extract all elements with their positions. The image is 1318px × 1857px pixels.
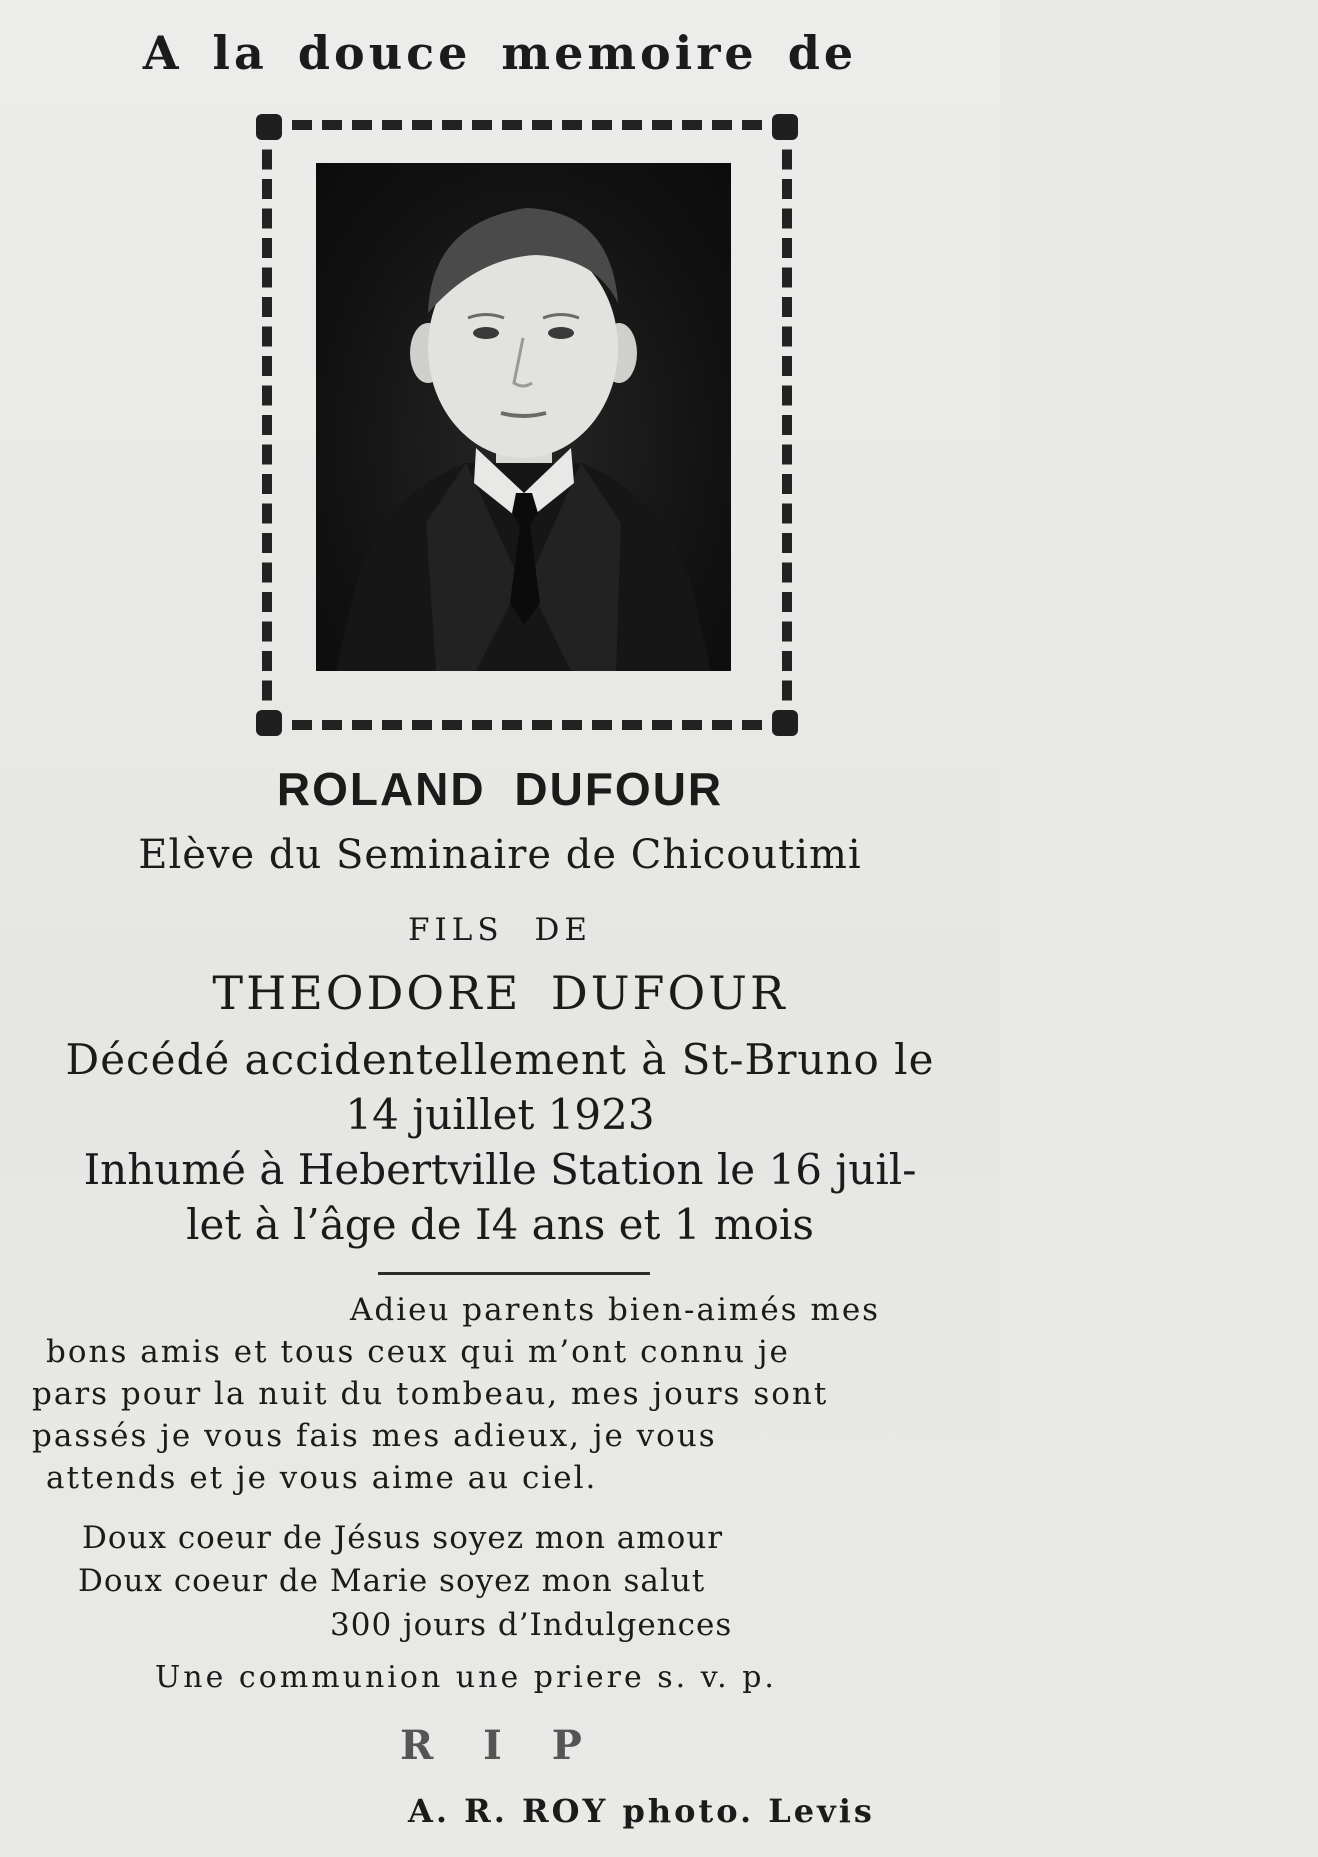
indulgences: 300 jours d’Indulgences <box>330 1607 733 1643</box>
boy-portrait-icon <box>316 163 731 671</box>
photographer-credit: A. R. ROY photo. Levis <box>408 1792 875 1830</box>
communion-request: Une communion une priere s. v. p. <box>155 1660 777 1695</box>
father-name: THEODORE DUFOUR <box>212 966 788 1020</box>
deceased-name: ROLAND DUFOUR <box>276 763 724 815</box>
poem-line: attends et je vous aime au ciel. <box>46 1460 598 1496</box>
poem-line: passés je vous fais mes adieux, je vous <box>32 1418 717 1454</box>
rip-mark: R I P <box>400 1722 600 1769</box>
frame-corner-ornament <box>772 114 798 140</box>
fils-de-label: FILS DE <box>408 912 592 948</box>
prayer-jesus: Doux coeur de Jésus soyez mon amour <box>82 1520 724 1556</box>
poem-line: pars pour la nuit du tombeau, mes jours sont <box>32 1376 829 1412</box>
frame-corner-ornament <box>772 710 798 736</box>
death-line-1: Décédé accidentellement à St-Bruno le <box>65 1035 935 1084</box>
poem-line: Adieu parents bien-aimés mes <box>350 1292 881 1328</box>
prayer-marie: Doux coeur de Marie soyez mon salut <box>78 1563 706 1599</box>
divider <box>378 1272 650 1275</box>
frame-corner-ornament <box>256 710 282 736</box>
heading: A la douce memoire de <box>142 26 858 80</box>
frame-corner-ornament <box>256 114 282 140</box>
death-line-4: let à l’âge de I4 ans et 1 mois <box>186 1200 814 1249</box>
subtitle: Elève du Seminaire de Chicoutimi <box>138 832 862 878</box>
death-line-3: Inhumé à Hebertville Station le 16 juil- <box>83 1145 917 1194</box>
portrait-photo <box>316 163 731 671</box>
death-line-2: 14 juillet 1923 <box>345 1090 655 1139</box>
poem-line: bons amis et tous ceux qui m’ont connu je <box>46 1334 790 1370</box>
